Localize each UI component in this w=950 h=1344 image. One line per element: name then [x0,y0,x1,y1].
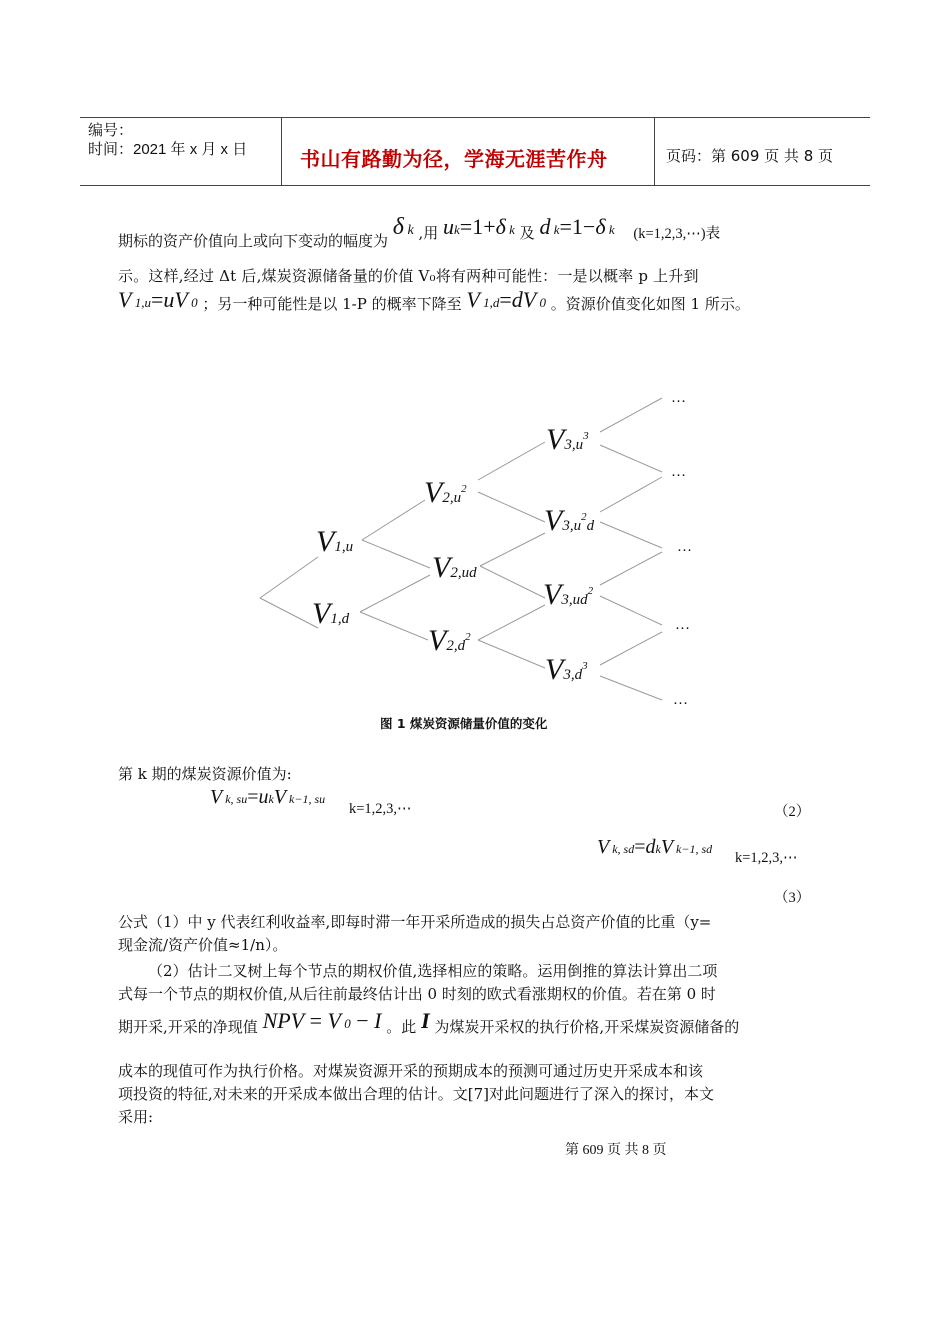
paragraph-4-line-2: 现金流/资产价值≈1/n）。 [118,936,288,954]
paragraph-5-line-3-text-c: 为煤炭开采权的执行价格,开采煤炭资源储备的 [434,1018,740,1036]
header-number-label: 编号： [88,122,134,139]
figure-caption: 图 1 煤炭资源储量价值的变化 [380,716,548,731]
edge-v3d3-down [600,676,662,700]
paragraph-1-text-c: 及 [519,224,535,242]
paragraph-5-line-6: 采用: [118,1108,154,1126]
formula-i: I [421,1008,430,1033]
edge-v3d3-up [600,632,662,665]
edge-v3u3-down [600,445,662,472]
node-v3d3: $V3,d^3$ [545,653,588,686]
edge-v2u2-v3u2d [478,492,545,522]
node-v1u: V1,u [316,525,354,558]
edge-v3ud2-down [600,596,662,625]
formula-u-k: uk=1+δ k [443,214,515,239]
paragraph-2: 示。这样,经过 Δt 后,煤炭资源储备量的价值 V₀将有两种可能性：一是以概率 p 上升到 [118,267,699,285]
edge-v2d2-v3ud2 [478,605,545,640]
page-footer: 第 609 页 共 8 页 [565,1143,667,1158]
node-v3ud2: $V3,ud^2$ [543,578,594,611]
paragraph-1-text-a: 期标的资产价值向上或向下变动的幅度为 [118,232,389,250]
paragraph-5-line-3-text-b: 。此 [386,1018,417,1036]
edge-v2d2-v3d3 [478,640,545,668]
ellipsis-2: … [671,464,686,480]
node-v2ud: V2,ud [432,551,477,584]
edge-v2ud-v3ud2 [480,566,545,598]
node-v2u2: $V2,u^2$ [424,476,467,509]
header-page-code: 页码：第 609 页 共 8 页 [666,147,834,165]
paragraph-3-text-b: 。资源价值变化如图 1 所示。 [550,295,750,313]
paragraph-1-text-d: (k=1,2,3,⋯)表 [633,226,721,242]
formula-d-k: d k=1−δ k [539,214,615,239]
edge-v1d-v2ud [360,575,430,612]
edge-v2ud-v3u2d [480,533,545,566]
kth-value-intro: 第 k 期的煤炭资源价值为: [118,765,292,783]
edge-root-v1u [260,557,318,598]
edge-v3ud2-up [600,552,662,585]
ellipsis-4: … [675,617,690,633]
equation-2: V k, su=ukV k−1, su [210,786,326,808]
node-v3u2d: $V3,u^2d$ [544,504,595,537]
equation-2-condition: k=1,2,3,⋯ [349,801,412,817]
paragraph-5-line-3-text-a: 期开采,开采的净现值 [118,1018,258,1036]
edge-v3u3-up [600,398,662,432]
edge-root-v1d [260,598,318,628]
equation-2-number: （2） [774,804,811,820]
header-time-label: 时间：2021 年 x 月 x 日 [88,141,248,158]
formula-v1d: V 1,d=dV 0 [466,287,546,312]
paragraph-1-text-b: ,用 [418,224,439,242]
node-v3u3: $V3,u^3$ [546,423,589,456]
paragraph-5-line-1: （2）估计二叉树上每个节点的期权价值,选择相应的策略。运用倒推的算法计算出二项 [148,962,718,980]
formula-npv: NPV = V 0 − I [262,1008,382,1033]
ellipsis-3: … [677,539,692,555]
formula-v1u: V 1,u=uV 0 [118,287,198,312]
edge-v1d-v2d2 [360,612,428,640]
edge-v1u-v2u2 [362,500,425,540]
edge-v1u-v2ud [362,540,430,568]
paragraph-3-text-a: ；另一种可能性是以 1-P 的概率下降至 [202,295,462,313]
node-v2d2: $V2,d^2$ [428,624,471,657]
node-v1d: V1,d [312,597,350,630]
equation-3-condition: k=1,2,3,⋯ [735,850,798,866]
edge-v2u2-v3u3 [478,442,545,480]
paragraph-5-line-3 [118,1008,739,1034]
paragraph-4-line-1: 公式（1）中 y 代表红利收益率,即每时滞一年开采所造成的损失占总资产价值的比重（y= [118,913,712,931]
edge-v3u2d-down [600,522,662,548]
ellipsis-1: … [671,390,686,406]
paragraph-5-line-2: 式每一个节点的期权价值,从后往前最终估计出 0 时刻的欧式看涨期权的价值。若在第 0 时 [118,985,716,1003]
equation-3-number: （3） [774,890,811,906]
ellipsis-5: … [673,692,688,708]
formula-delta-k: δ k [392,214,414,240]
equation-3: V k, sd=dkV k−1, sd [597,836,713,858]
header-motto: 书山有路勤为径，学海无涯苦作舟 [300,147,608,171]
edge-v3u2d-up [600,477,662,512]
paragraph-5-line-4: 成本的现值可作为执行价格。对煤炭资源开采的预期成本的预测可通过历史开采成本和该 [118,1062,704,1080]
paragraph-5-line-5: 项投资的特征,对未来的开采成本做出合理的估计。文[7]对此问题进行了深入的探讨，本文 [118,1085,715,1103]
